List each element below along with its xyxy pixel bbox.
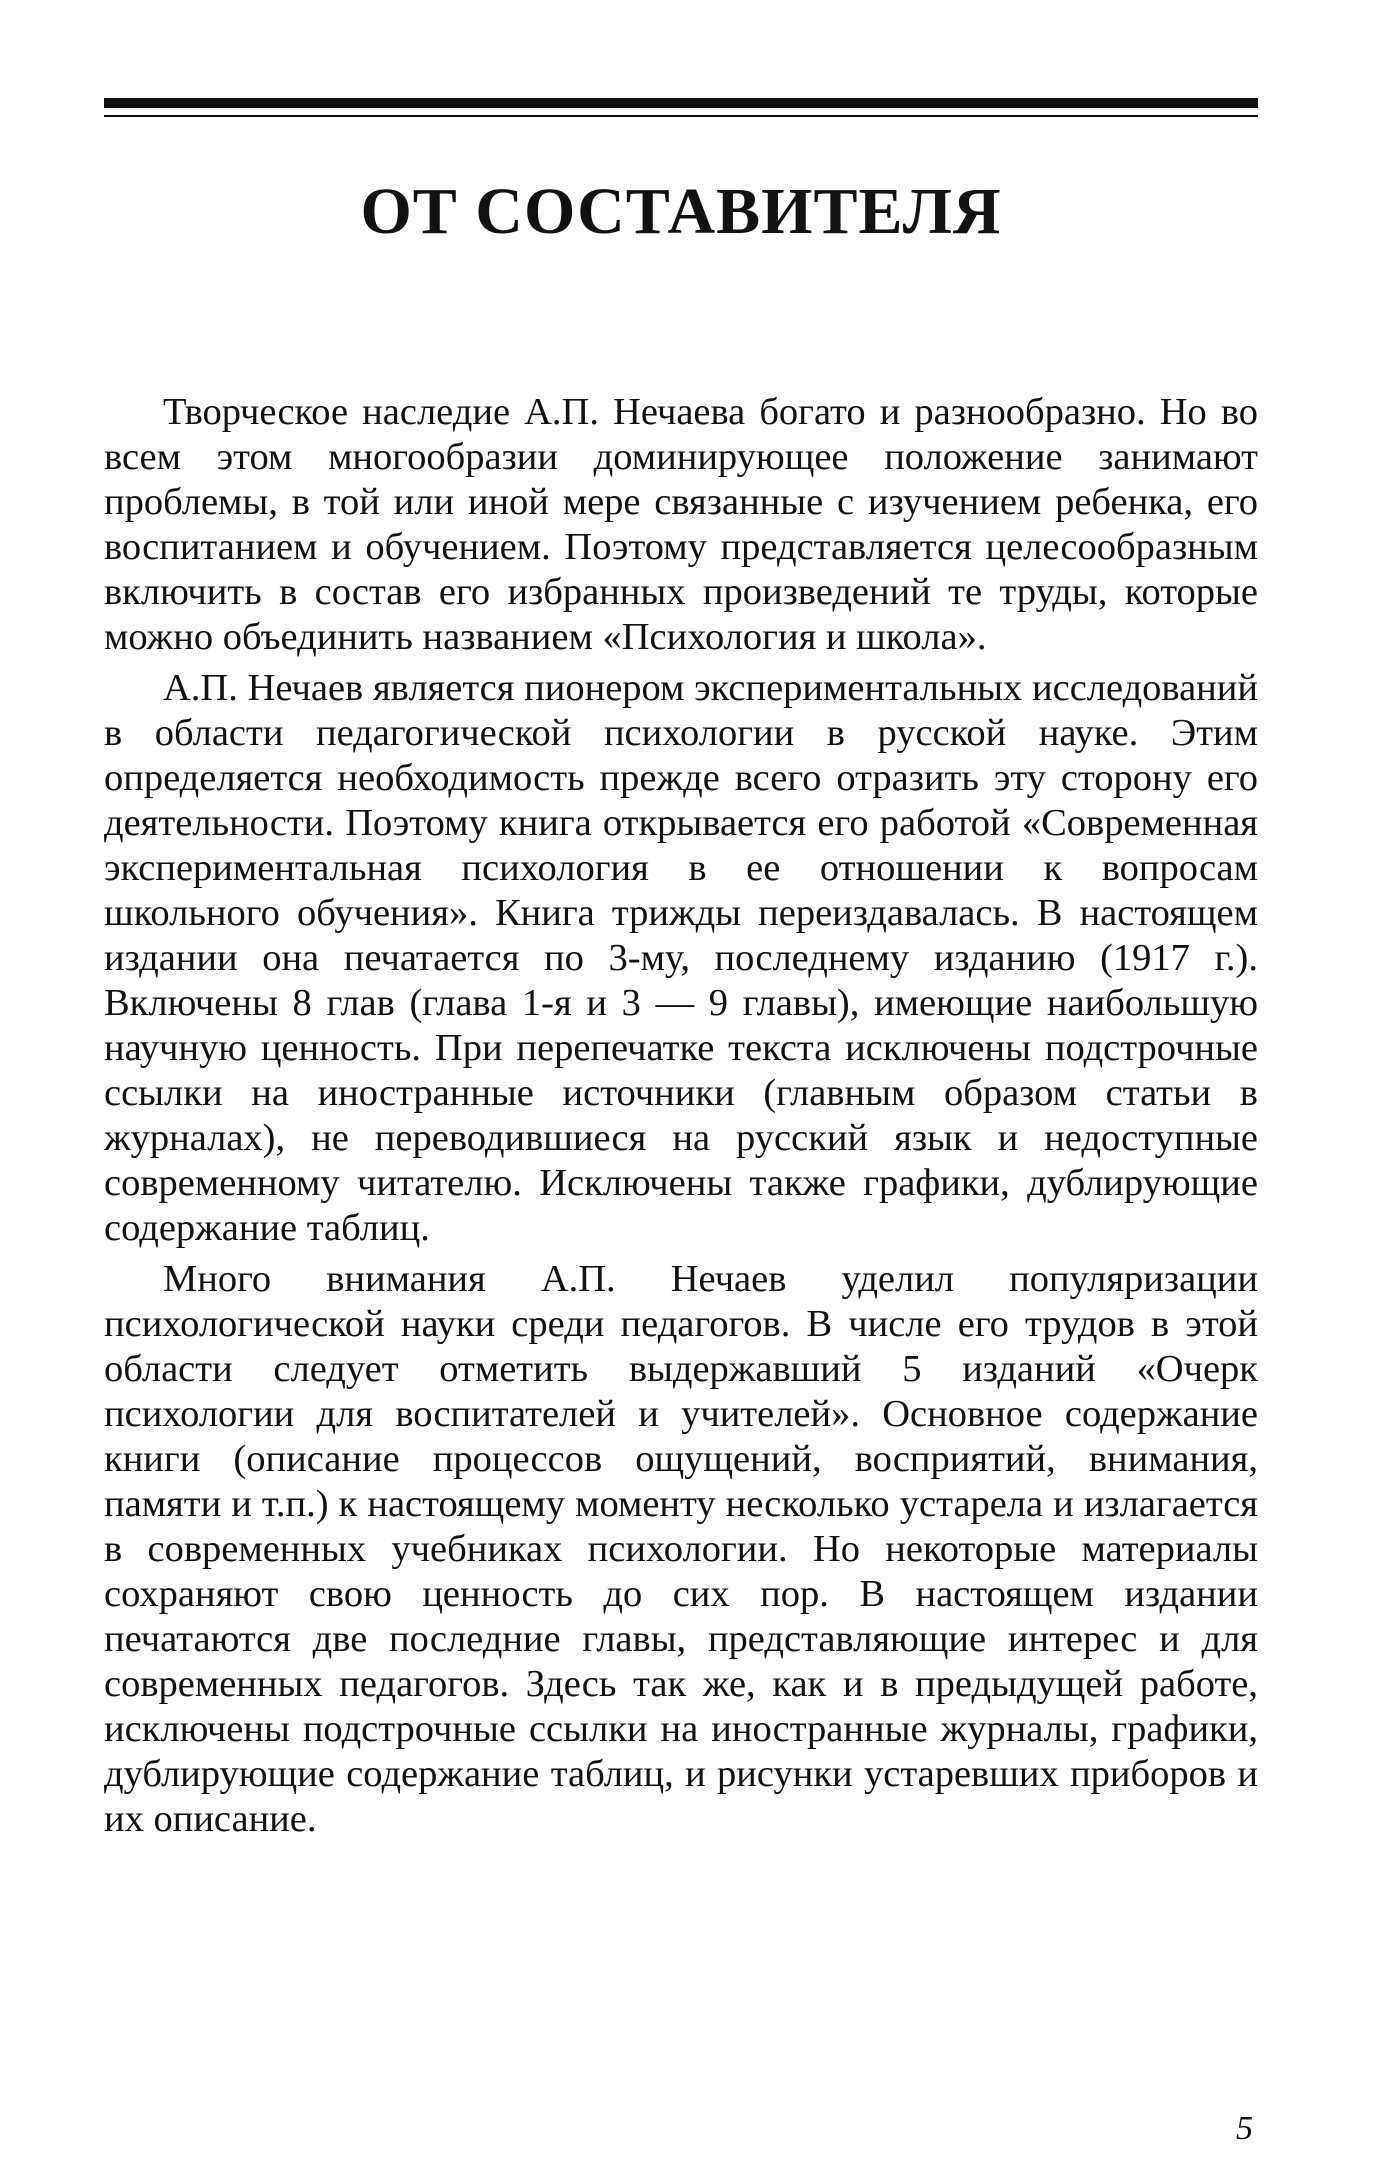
- header-rule-thick: [104, 98, 1258, 108]
- paragraph-3: Много внимания А.П. Нечаев уделил популяризации психологической науки среди педагогов. В числе его трудов в этой области следует отметить выдержавший 5 изданий «Очерк психологии для воспитателей и учителей». Основное содержание книги (описание процессов ощущений, восприятий, внимания, памяти и т.п.) к настоящему моменту несколько устарела и излагается в современных учебниках психологии. Но некоторые материалы сохраняют свою ценность до сих пор. В настоящем издании печатаются две последние главы, представляющие интерес и для современных педагогов. Здесь так же, как и в предыдущей работе, исключены подстрочные ссылки на иностранные журналы, графики, дублирующие содержание таблиц, и рисунки устаревших приборов и их описание.: [104, 1258, 1258, 1840]
- header-rule-thin: [104, 115, 1258, 117]
- paragraph-2: А.П. Нечаев является пионером экспериментальных исследований в области педагогической психологии в русской науке. Этим определяется необходимость прежде всего отразить эту сторону его деятельности. Поэтому книга открывается его работой «Современная экспериментальная психология в ее отношении к вопросам школьного обучения». Книга трижды переиздавалась. В настоящем издании она печатается по 3-му, последнему изданию (1917 г.). Включены 8 глав (глава 1-я и 3 — 9 главы), имеющие наибольшую научную ценность. При перепечатке текста исключены подстрочные ссылки на иностранные источники (главным образом статьи в журналах), не переводившиеся на русский язык и недоступные современному читателю. Исключены также графики, дублирующие содержание таблиц.: [104, 667, 1258, 1249]
- page-number: 5: [1236, 2110, 1253, 2147]
- body-text: [104, 390, 1258, 1848]
- paragraph-1: Творческое наследие А.П. Нечаева богато и разнообразно. Но во всем этом многообразии доминирующее положение занимают проблемы, в той или иной мере связанные с изучением ребенка, его воспитанием и обучением. Поэтому представляется целесообразным включить в состав его избранных произведений те труды, которые можно объединить названием «Психология и школа».: [104, 391, 1258, 658]
- page-title: ОТ СОСТАВИТЕЛЯ: [360, 175, 1002, 248]
